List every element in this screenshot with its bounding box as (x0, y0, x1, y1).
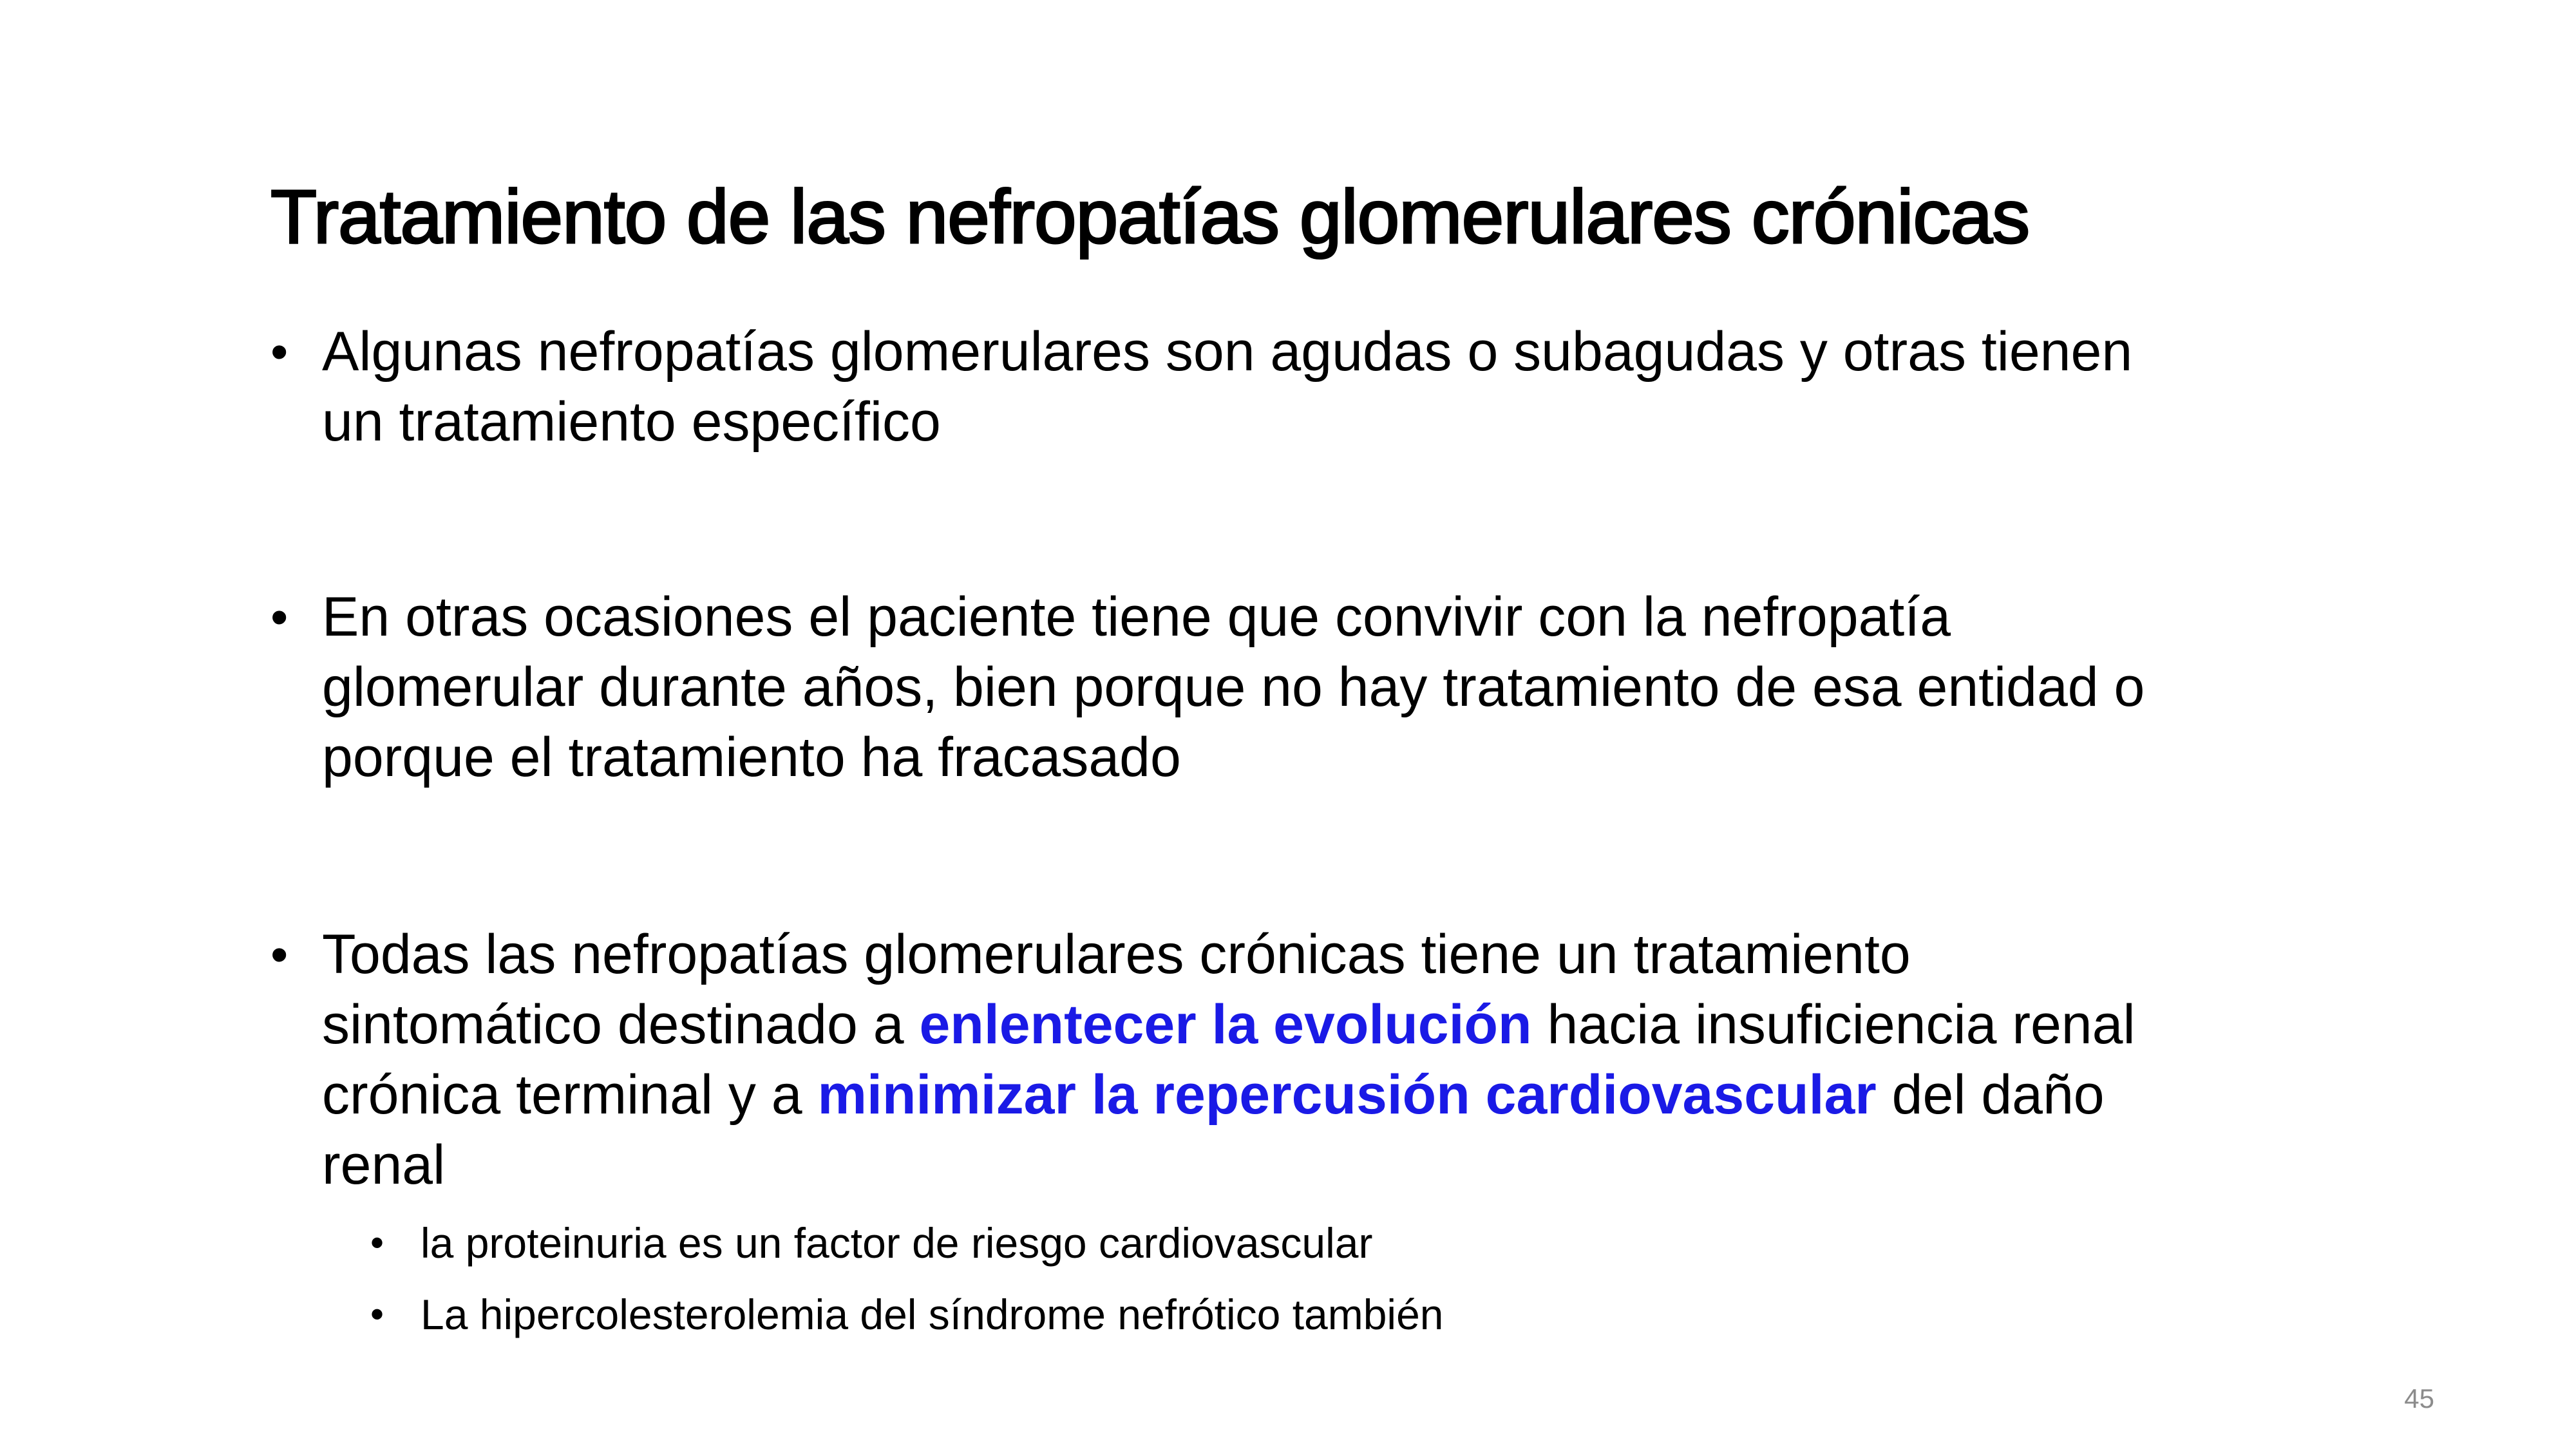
bullet-marker: • (270, 323, 289, 380)
bullet-line: glomerular durante años, bien porque no hay tratamiento de esa entidad o (322, 656, 2145, 718)
bullet-text-segment: sintomático destinado a (322, 994, 920, 1056)
bullet-line: renal (322, 1134, 446, 1196)
bullet-marker: • (370, 1221, 384, 1264)
highlight-enlentecer: enlentecer la evolución (919, 994, 1532, 1056)
page-number: 45 (2404, 1383, 2434, 1414)
bullet-text-segment: del daño (1876, 1064, 2105, 1126)
bullet-text (322, 920, 2344, 1200)
bullet-line: Algunas nefropatías glomerulares son agudas o subagudas y otras tienen (322, 321, 2133, 383)
sub-bullet-text: la proteinuria es un factor de riesgo cardiovascular (421, 1219, 1373, 1267)
slide-title: Tratamiento de las nefropatías glomerulares crónicas (270, 175, 2030, 260)
sub-bullet-text: La hipercolesterolemia del síndrome nefrótico también (421, 1291, 1444, 1338)
bullet-line (322, 990, 2344, 1060)
bullet-marker: • (270, 589, 289, 645)
bullet-marker: • (270, 926, 289, 983)
bullet-line: porque el tratamiento ha fracasado (322, 726, 1181, 788)
bullet-text-segment: hacia insuficiencia renal (1531, 994, 2136, 1056)
bullet-marker: • (370, 1293, 384, 1336)
bullet-line: un tratamiento específico (322, 391, 941, 453)
bullet-line (322, 1060, 2344, 1130)
highlight-minimizar: minimizar la repercusión cardiovascular (817, 1064, 1877, 1126)
bullet-line: Todas las nefropatías glomerulares crónicas tiene un tratamiento (322, 923, 1911, 985)
bullet-text (322, 317, 2344, 457)
bullet-text-segment: crónica terminal y a (322, 1064, 818, 1126)
bullet-line: En otras ocasiones el paciente tiene que convivir con la nefropatía (322, 586, 1951, 648)
bullet-text (322, 582, 2344, 793)
